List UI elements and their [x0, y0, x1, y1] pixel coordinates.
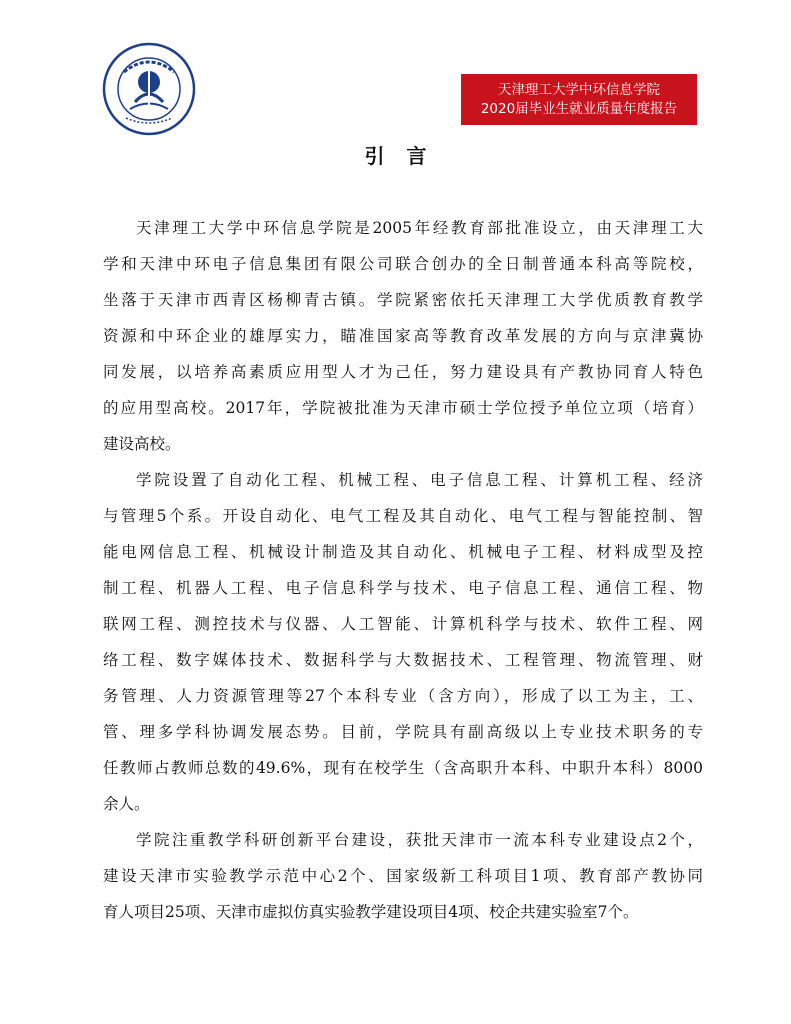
paragraph-line: 联网工程、测控技术与仪器、人工智能、计算机科学与技术、软件工程、网 [103, 615, 703, 633]
page-title: 引言 [364, 144, 449, 168]
banner-report-title: 2020届毕业生就业质量年度报告 [480, 100, 678, 117]
paragraph-line: 同发展，以培养高素质应用型人才为己任，努力建设具有产教协同育人特色 [103, 363, 703, 381]
paragraph-line: 与管理5个系。开设自动化、电气工程及其自动化、电气工程与智能控制、智 [103, 507, 703, 525]
paragraph-line: 建设高校。 [103, 435, 181, 453]
document-body [103, 210, 703, 930]
university-seal-icon [102, 42, 196, 136]
paragraph [103, 822, 703, 930]
paragraph-line: 制工程、机器人工程、电子信息科学与技术、电子信息工程、通信工程、物 [103, 579, 703, 597]
paragraph-line: 学和天津中环电子信息集团有限公司联合创办的全日制普通本科高等院校， [103, 255, 703, 273]
banner-college-name: 天津理工大学中环信息学院 [498, 81, 660, 98]
paragraph-line: 学院注重教学科研创新平台建设，获批天津市一流本科专业建设点2个， [136, 831, 703, 849]
paragraph-line: 坐落于天津市西青区杨柳青古镇。学院紧密依托天津理工大学优质教育教学 [103, 291, 703, 309]
paragraph-line: 建设天津市实验教学示范中心2个、国家级新工科项目1项、教育部产教协同 [103, 867, 703, 885]
paragraph-line: 的应用型高校。2017年，学院被批准为天津市硕士学位授予单位立项（培育） [103, 399, 703, 417]
report-banner [461, 74, 697, 125]
paragraph-line: 育人项目25项、天津市虚拟仿真实验教学建设项目4项、校企共建实验室7个。 [103, 903, 639, 921]
paragraph-line: 任教师占教师总数的49.6%，现有在校学生（含高职升本科、中职升本科）8000 [103, 759, 703, 777]
paragraph [103, 462, 703, 822]
paragraph-line: 务管理、人力资源管理等27个本科专业（含方向），形成了以工为主，工、 [103, 687, 703, 705]
paragraph-line: 管、理多学科协调发展态势。目前，学院具有副高级以上专业技术职务的专 [103, 723, 703, 741]
paragraph-line: 学院设置了自动化工程、机械工程、电子信息工程、计算机工程、经济 [136, 471, 703, 489]
paragraph-line: 络工程、数字媒体技术、数据科学与大数据技术、工程管理、物流管理、财 [103, 651, 703, 669]
paragraph [103, 210, 703, 462]
paragraph-line: 天津理工大学中环信息学院是2005年经教育部批准设立，由天津理工大 [136, 219, 703, 237]
paragraph-line: 能电网信息工程、机械设计制造及其自动化、机械电子工程、材料成型及控 [103, 543, 703, 561]
paragraph-line: 余人。 [103, 795, 150, 813]
paragraph-line: 资源和中环企业的雄厚实力，瞄准国家高等教育改革发展的方向与京津冀协 [103, 327, 703, 345]
